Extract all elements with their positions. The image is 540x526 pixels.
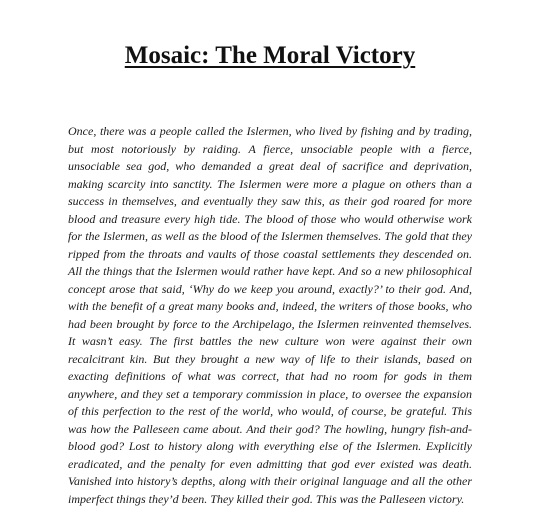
body-paragraph: Once, there was a people called the Islermen, who lived by fishing and by trading, but most notoriously by raiding. A fierce, unsociable people with a fierce, unsociable sea god, who demanded a great deal of sacrifice and deprivation, making scarcity into sanctity. The Islermen were more a plague on others than a success in themselves, and eventually they saw this, as their god roared for more blood and treasure every high tide. The blood of those who would otherwise work for the Islermen, as well as the blood of the Islermen themselves. The gold that they ripped from the throats and vaults of those coastal settlements they descended on. All the things that the Islermen would rather have kept. And so a new philosophical concept arose that said, ‘Why do we keep you around, exactly?’ to their god. And, with the benefit of a great many books and, indeed, the writers of those books, who had been brought by force to the Archipelago, the Islermen reinvented themselves. It wasn’t easy. The first battles the new culture won were against their own recalcitrant kin. But they brought a new way of life to their islands, based on exacting definitions of what was correct, that had no room for gods in them anywhere, and they set a temporary commission in place, to oversee the expansion of this perfection to the rest of the world, who would, of course, be grateful. This was how the Palleseen came about. And their god? The howling, hungry fish-and-blood god? Lost to history along with everything else of the Islermen. Explicitly eradicated, and the penalty for even admitting that god ever existed was death. Vanished into history’s depths, along with their original language and all the other imperfect things they’d been. They killed their god. This was the Palleseen victory. [68, 124, 472, 506]
document-title: Mosaic: The Moral Victory [124, 42, 416, 69]
